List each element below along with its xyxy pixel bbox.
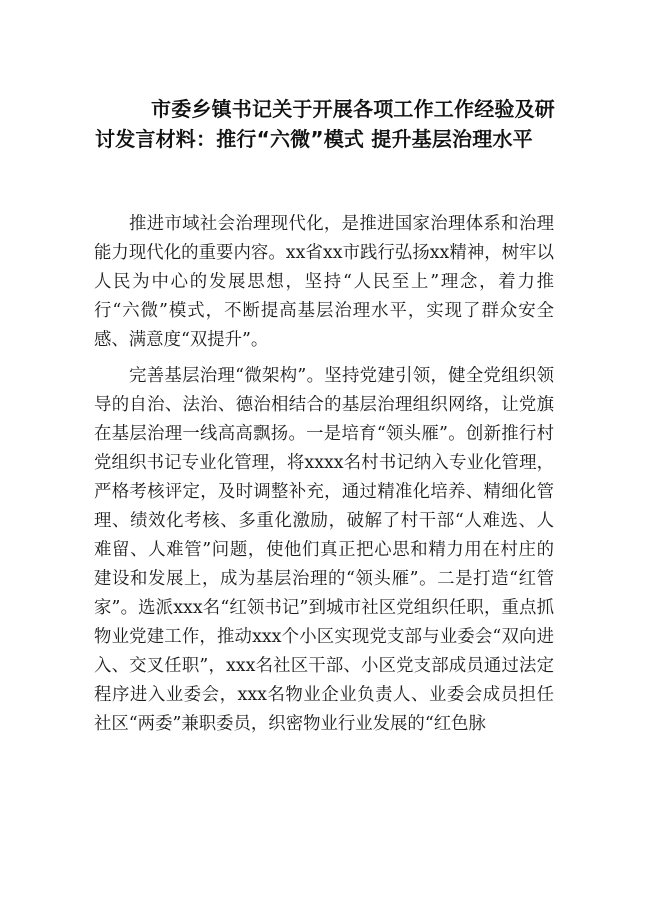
body-paragraph: 推进市域社会治理现代化，是推进国家治理体系和治理能力现代化的重要内容。xx省xx市践行弘扬xx精神，树牢以人民为中心的发展思想，坚持“人民至上”理念，着力推行“六微”模式，不断提高基层治理水平，实现了群众安全感、满意度“双提升”。 <box>94 214 554 350</box>
body-paragraph: 完善基层治理“微架构”。坚持党建引领，健全党组织领导的自治、法治、德治相结合的基层治理组织网络，让党旗在基层治理一线高高飘扬。一是培育“领头雁”。创新推行村党组织书记专业化管理，将xxxx名村书记纳入专业化管理，严格考核评定，及时调整补充，通过精准化培养、精细化管理、绩效化考核、多重化激励，破解了村干部“人难选、人难留、人难管”问题，使他们真正把心思和精力用在村庄的建设和发展上，成为基层治理的“领头雁”。二是打造“红管家”。选派xxx名“红领书记”到城市社区党组织任职，重点抓物业党建工作，推动xxx个小区实现党支部与业委会“双向进入、交叉任职”，xxx名社区干部、小区党支部成员通过法定程序进入业委会，xxx名物业企业负责人、业委会成员担任社区“两委”兼职委员，织密物业行业发展的“红色脉 <box>94 366 554 734</box>
document-title: 市委乡镇书记关于开展各项工作工作经验及研讨发言材料：推行“六微”模式 提升基层治理水平 <box>95 97 555 151</box>
document-body <box>94 210 554 739</box>
